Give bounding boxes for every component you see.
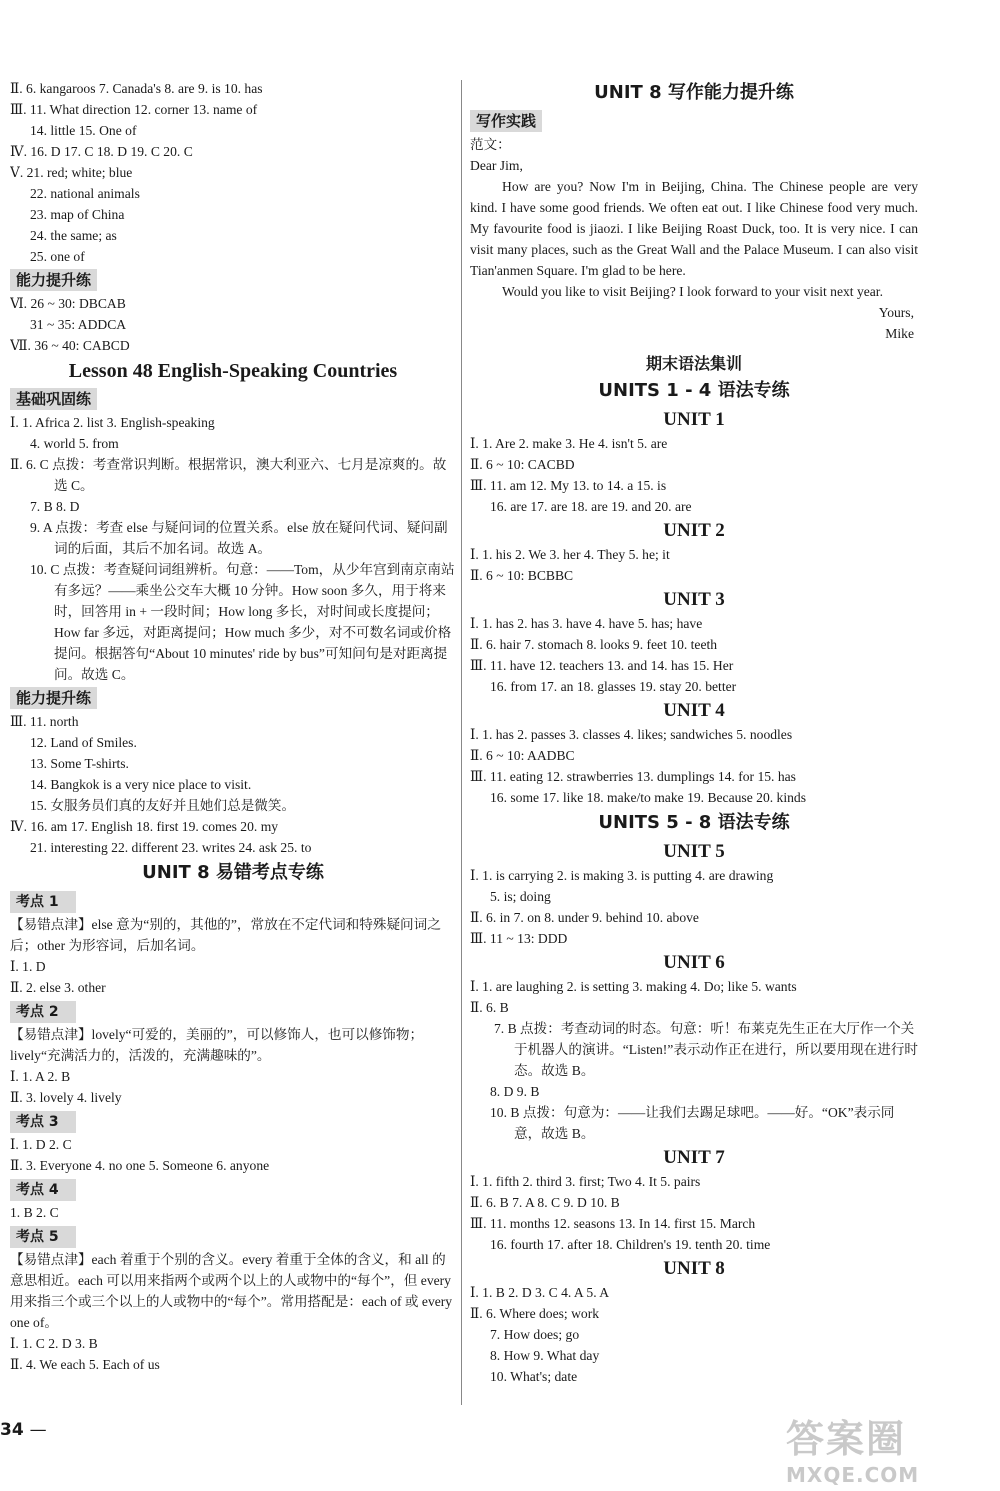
section-tag: 能力提升练 [10,687,97,709]
answer-line: Ⅱ. 6 ~ 10: CACBD [470,457,575,472]
answer-line: 14. little 15. One of [30,123,137,138]
answer-line: Ⅲ. 11. months 12. seasons 13. In 14. first 15. March [470,1216,756,1231]
tip-note: 【易错点津】each 着重于个别的含义。every 着重于全体的含义，和 all 的意思相近。each 可以用来指两个或两个以上的人或物中的“每个”，但 every 用来指三个或三个以上的人或物中的“每个”。常用搭配是：each of 或 every one of。 [10,1252,453,1330]
section-title: UNIT 8 易错考点专练 [142,862,324,883]
answer-line: 25. one of [30,249,85,264]
tip-note: 【易错点津】lovely“可爱的，美丽的”，可以修饰人，也可以修饰物；lively“充满活力的，活泼的，充满趣味的”。 [10,1027,424,1063]
section-tag: 能力提升练 [10,269,97,291]
answer-line: 7. B 8. D [30,499,80,514]
answer-line: Ⅱ. 6. in 7. on 8. under 9. behind 10. above [470,910,699,925]
lesson-title: Lesson 48 English-Speaking Countries [68,360,398,382]
key-point-tag: 考点 3 [10,1111,76,1133]
answer-line: Ⅳ. 16. am 17. English 18. first 19. comes 20. my [10,819,279,834]
unit-heading: UNIT 1 [663,409,725,430]
answer-line: Ⅱ. 6. B 7. A 8. C 9. D 10. B [470,1195,620,1210]
answer-line: Ⅰ. 1. D 2. C [10,1137,72,1152]
explanation: 9. A 点拨：考查 else 与疑问词的位置关系。else 放在疑问代词、疑问副词的后面，其后不加名词。故选 A。 [30,520,448,556]
section-tag: 写作实践 [470,110,542,132]
watermark-url: MXQE.COM [786,1463,920,1487]
letter-salutation: Dear Jim, [470,158,523,173]
answer-line: 15. 女服务员们真的友好并且她们总是微笑。 [30,798,296,813]
page-dash: — [29,1420,47,1440]
key-point-tag: 考点 4 [10,1179,76,1201]
tip-note: 【易错点津】else 意为“别的，其他的”，常放在不定代词和特殊疑问词之后；other 为形容词，后加名词。 [10,917,441,953]
section-tag: 基础巩固练 [10,388,97,410]
answer-line: Ⅶ. 36 ~ 40: CABCD [10,338,130,353]
answer-line: 23. map of China [30,207,125,222]
letter-closing: Yours, [878,305,914,320]
answer-line: Ⅰ. 1. B 2. D 3. C 4. A 5. A [470,1285,610,1300]
unit-heading: UNIT 4 [663,700,725,721]
unit-heading: UNIT 2 [663,520,725,541]
answer-line: 16. some 17. like 18. make/to make 19. Because 20. kinds [490,790,806,805]
explanation: Ⅱ. 6. C 点拨：考查常识判断。根据常识，澳大利亚六、七月是凉爽的。故选 C。 [10,457,447,493]
watermark [786,1408,986,1488]
answer-line: Ⅱ. 6. B [470,1000,509,1015]
answer-line: 13. Some T-shirts. [30,756,129,771]
answer-line: Ⅰ. 1. Are 2. make 3. He 4. isn't 5. are [470,436,668,451]
section-title: UNITS 1 - 4 语法专练 [598,380,790,401]
answer-line: 16. are 17. are 18. are 19. and 20. are [490,499,692,514]
answer-line: Ⅰ. 1. has 2. passes 3. classes 4. likes; sandwiches 5. noodles [470,727,793,742]
unit-heading: UNIT 6 [663,952,725,973]
answer-line: Ⅱ. 6 ~ 10: BCBBC [470,568,574,583]
answer-line: 31 ~ 35: ADDCA [30,317,127,332]
answer-line: Ⅱ. 3. Everyone 4. no one 5. Someone 6. anyone [10,1158,270,1173]
section-title: 期末语法集训 [645,354,742,373]
answer-line: 8. D 9. B [490,1084,540,1099]
answer-line: 7. How does; go [490,1327,580,1342]
answer-line: 10. What's; date [490,1369,578,1384]
answer-line: Ⅰ. 1. fifth 2. third 3. first; Two 4. It 5. pairs [470,1174,701,1189]
letter-paragraph: Would you like to visit Beijing? I look forward to your visit next year. [502,284,883,299]
answer-line: 1. B 2. C [10,1205,59,1220]
answer-line: 16. from 17. an 18. glasses 19. stay 20. better [490,679,737,694]
page-number-value: 34 [0,1420,24,1440]
answer-line: Ⅰ. 1. are laughing 2. is setting 3. making 4. Do; like 5. wants [470,979,797,994]
answer-line: Ⅲ. 11. have 12. teachers 13. and 14. has 15. Her [470,658,734,673]
answer-line: Ⅱ. 4. We each 5. Each of us [10,1357,160,1372]
answer-line: Ⅱ. 2. else 3. other [10,980,106,995]
answer-line: Ⅳ. 16. D 17. C 18. D 19. C 20. C [10,144,193,159]
watermark-text: 答案圈 [786,1417,907,1461]
answer-line: Ⅲ. 11. am 12. My 13. to 14. a 15. is [470,478,667,493]
answer-line: Ⅰ. 1. A 2. B [10,1069,71,1084]
answer-line: Ⅱ. 3. lovely 4. lively [10,1090,122,1105]
letter-signature: Mike [885,326,914,341]
answer-line: Ⅰ. 1. Africa 2. list 3. English-speaking [10,415,215,430]
key-point-tag: 考点 5 [10,1226,76,1248]
unit-heading: UNIT 5 [663,841,725,862]
answer-line: Ⅲ. 11. north [10,714,79,729]
answer-line: 8. How 9. What day [490,1348,600,1363]
answer-line: Ⅱ. 6. kangaroos 7. Canada's 8. are 9. is 10. has [10,81,263,96]
answer-line: Ⅴ. 21. red; white; blue [10,165,133,180]
answer-line: Ⅲ. 11. eating 12. strawberries 13. dumplings 14. for 15. has [470,769,796,784]
column-divider [461,80,462,1405]
answer-line: 16. fourth 17. after 18. Children's 19. tenth 20. time [490,1237,771,1252]
section-title: UNITS 5 - 8 语法专练 [598,812,790,833]
page-number [0,1420,47,1440]
answer-line: Ⅲ. 11. What direction 12. corner 13. name of [10,102,258,117]
answer-line: Ⅰ. 1. his 2. We 3. her 4. They 5. he; it [470,547,670,562]
answer-line: 21. interesting 22. different 23. writes 24. ask 25. to [30,840,312,855]
unit-heading: UNIT 8 [663,1258,725,1279]
key-point-tag: 考点 1 [10,891,76,913]
answer-line: 4. world 5. from [30,436,119,451]
answer-line: 12. Land of Smiles. [30,735,137,750]
sample-label: 范文： [470,137,511,152]
key-point-tag: 考点 2 [10,1001,76,1023]
answer-line: Ⅲ. 11 ~ 13: DDD [470,931,568,946]
sample-letter [470,134,918,344]
answer-line: Ⅱ. 6 ~ 10: AADBC [470,748,575,763]
answer-line: 5. is; doing [490,889,551,904]
right-column [470,78,918,1387]
answer-line: Ⅰ. 1. is carrying 2. is making 3. is putting 4. are drawing [470,868,774,883]
unit-heading: UNIT 7 [663,1147,725,1168]
answer-line: Ⅱ. 6. hair 7. stomach 8. looks 9. feet 10. teeth [470,637,718,652]
explanation: 10. B 点拨：句意为：——让我们去踢足球吧。——好。“OK”表示同意，故选 B。 [490,1105,895,1141]
answer-line: 14. Bangkok is a very nice place to visit. [30,777,252,792]
explanation: 7. B 点拨：考查动词的时态。句意：听！布莱克先生正在大厅作一个关于机器人的演讲。“Listen!”表示动作正在进行，所以要用现在进行时态。故选 B。 [494,1021,919,1078]
left-column [10,78,456,1375]
letter-paragraph: How are you? Now I'm in Beijing, China. The Chinese people are very kind. I have some good friends. We often eat out. I like Chinese food very much. My favourite food is jiaozi. I like Beijing Roast Duck, too. It is very nice. I can visit many places, such as the Great Wall and the Palace Museum. I can also visit Tian'anmen Square. I'm glad to be here. [470,179,918,278]
answer-line: Ⅰ. 1. D [10,959,46,974]
answer-line: Ⅰ. 1. has 2. has 3. have 4. have 5. has; have [470,616,703,631]
answer-line: 24. the same; as [30,228,117,243]
answer-line: Ⅰ. 1. C 2. D 3. B [10,1336,98,1351]
answer-line: Ⅱ. 6. Where does; work [470,1306,600,1321]
unit-heading: UNIT 3 [663,589,725,610]
section-title: UNIT 8 写作能力提升练 [594,82,794,103]
explanation: 10. C 点拨：考查疑问词组辨析。句意：——Tom，从少年宫到南京南站有多远？——乘坐公交车大概 10 分钟。How soon 多久，用于将来时，回答用 in + 一段时间；How long 多长，对时间或长度提问；How far 多远，对距离提问；How much 多少，对不可数名词或价格提问。根据答句“About 10 minutes' ride by bus”可知问句是对距离提问。故选 C。 [30,562,455,682]
answer-line: Ⅵ. 26 ~ 30: DBCAB [10,296,126,311]
answer-line: 22. national animals [30,186,140,201]
